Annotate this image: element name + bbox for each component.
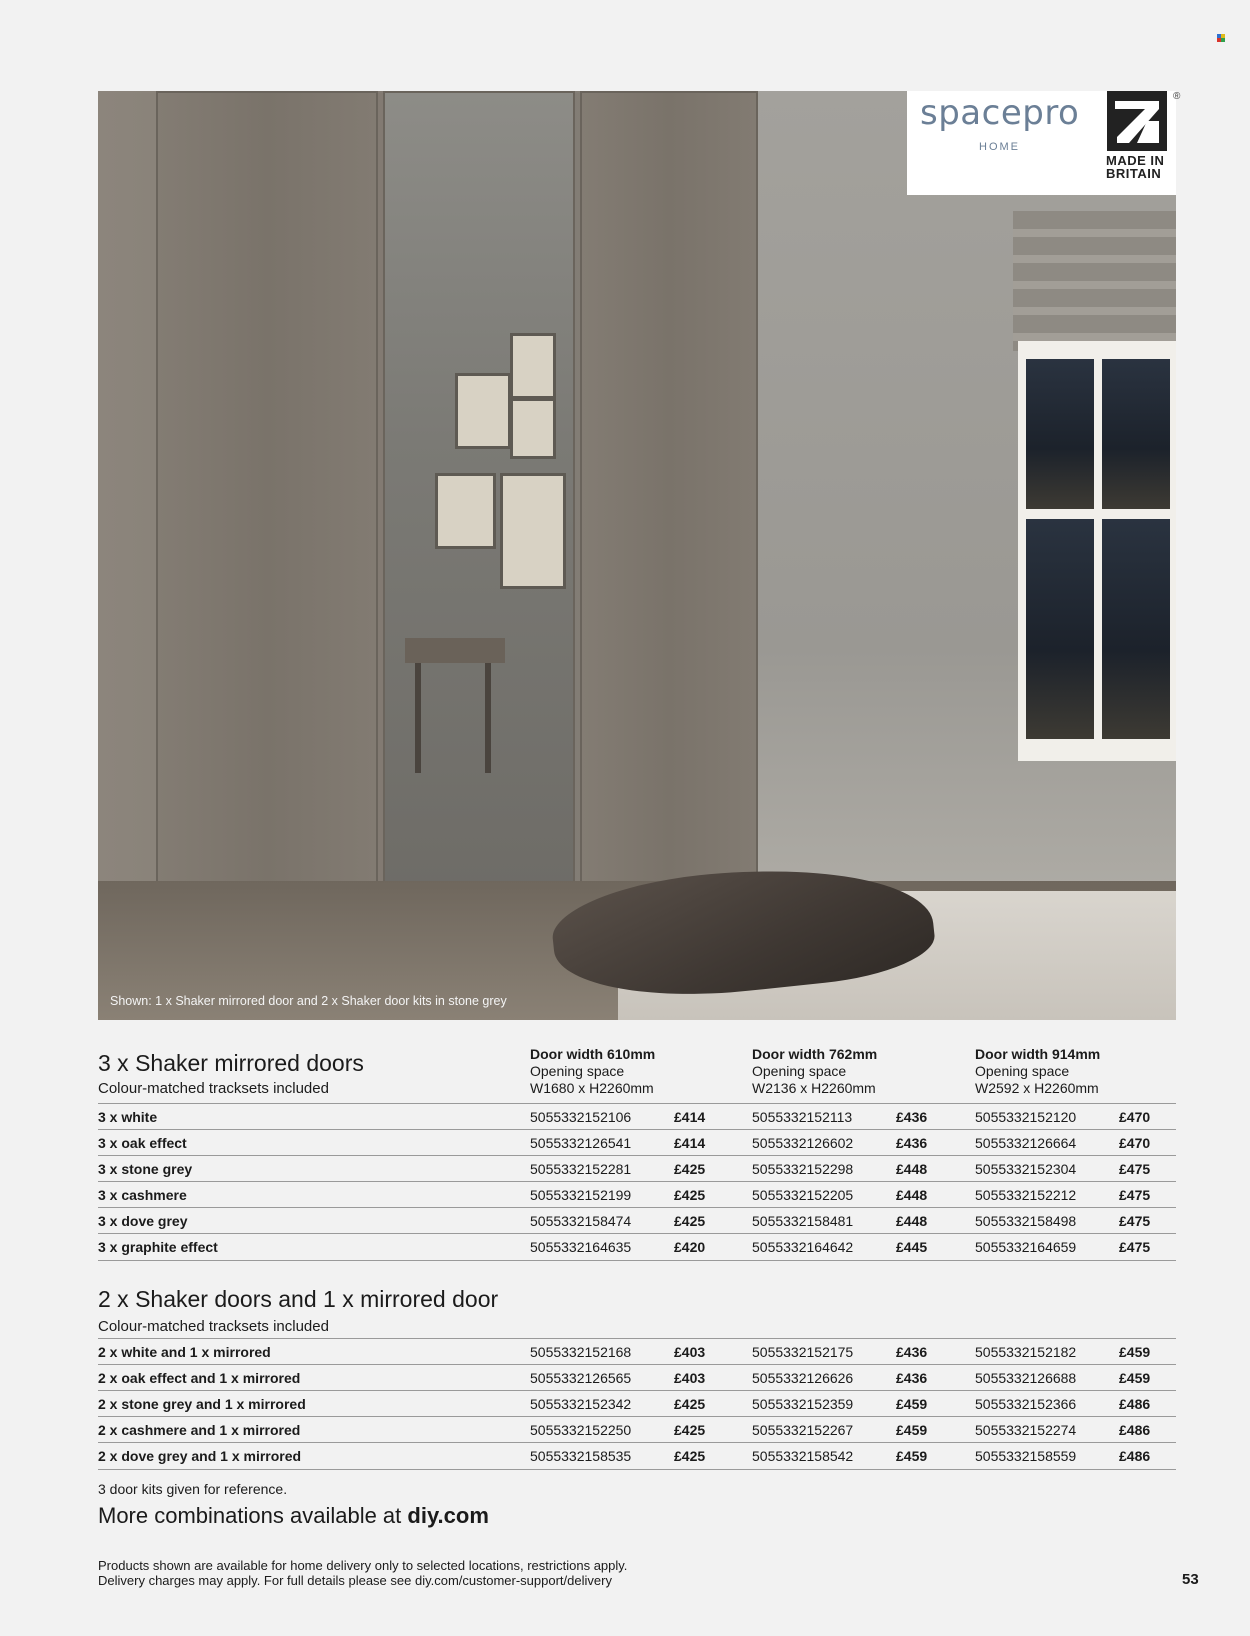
made-in-britain-icon xyxy=(1107,91,1167,151)
more-combinations: More combinations available at diy.com xyxy=(98,1503,489,1528)
column-header-762: Door width 762mm Opening space W2136 x H2260mm xyxy=(752,1046,878,1096)
section-title: 3 x Shaker mirrored doors xyxy=(98,1050,364,1076)
spacepro-logo: spacepro xyxy=(920,93,1080,133)
table-row: 3 x cashmere 5055332152199 £425 5055332152205 £448 5055332152212 £475 xyxy=(98,1181,1176,1208)
spacepro-logo-sub: HOME xyxy=(979,141,1020,153)
wardrobe-door-right xyxy=(580,91,758,961)
table-row: 3 x dove grey 5055332158474 £425 5055332158481 £448 5055332158498 £475 xyxy=(98,1207,1176,1234)
table-row: 3 x graphite effect 5055332164635 £420 5055332164642 £445 5055332164659 £475 xyxy=(98,1233,1176,1261)
column-header-914: Door width 914mm Opening space W2592 x H2260mm xyxy=(975,1046,1101,1096)
wardrobe-door-left xyxy=(156,91,378,961)
column-header-610: Door width 610mm Opening space W1680 x H2260mm xyxy=(530,1046,656,1096)
hero-caption: Shown: 1 x Shaker mirrored door and 2 x Shaker door kits in stone grey xyxy=(110,994,507,1008)
print-registration-marks xyxy=(1217,34,1225,42)
window xyxy=(1018,341,1176,761)
delivery-footnote: Products shown are available for home delivery only to selected locations, restrictions apply. Delivery charges may apply. For full details please see diy.com/customer-support/delivery xyxy=(98,1558,628,1588)
registered-mark: ® xyxy=(1173,91,1181,102)
brand-logo-panel xyxy=(907,91,1181,195)
table-row: 2 x dove grey and 1 x mirrored 5055332158535 £425 5055332158542 £459 5055332158559 £486 xyxy=(98,1442,1176,1470)
reference-note: 3 door kits given for reference. xyxy=(98,1481,288,1497)
wardrobe-mirrored-door xyxy=(383,91,575,961)
table-row: 3 x stone grey 5055332152281 £425 5055332152298 £448 5055332152304 £475 xyxy=(98,1155,1176,1182)
section-subtitle: Colour-matched tracksets included xyxy=(98,1080,329,1097)
table-row: 2 x stone grey and 1 x mirrored 5055332152342 £425 5055332152359 £459 5055332152366 £486 xyxy=(98,1390,1176,1417)
table-row: 2 x oak effect and 1 x mirrored 5055332126565 £403 5055332126626 £436 5055332126688 £459 xyxy=(98,1364,1176,1391)
table-row: 2 x white and 1 x mirrored 5055332152168 £403 5055332152175 £436 5055332152182 £459 xyxy=(98,1338,1176,1365)
hero-photo-bedroom-wardrobe xyxy=(98,91,1176,1020)
table-row: 3 x oak effect 5055332126541 £414 5055332126602 £436 5055332126664 £470 xyxy=(98,1129,1176,1156)
table-row: 2 x cashmere and 1 x mirrored 5055332152250 £425 5055332152267 £459 5055332152274 £486 xyxy=(98,1416,1176,1443)
roman-blind xyxy=(1013,211,1176,351)
section-title: 2 x Shaker doors and 1 x mirrored door xyxy=(98,1286,499,1312)
diy-link[interactable]: diy.com xyxy=(407,1503,489,1528)
page-number: 53 xyxy=(1182,1571,1199,1588)
table-row: 3 x white 5055332152106 £414 5055332152113 £436 5055332152120 £470 xyxy=(98,1103,1176,1130)
section-shaker-mirrored-header xyxy=(98,1286,1176,1336)
section-subtitle: Colour-matched tracksets included xyxy=(98,1318,329,1335)
made-in-britain-label: MADE IN BRITAIN xyxy=(1106,153,1165,181)
